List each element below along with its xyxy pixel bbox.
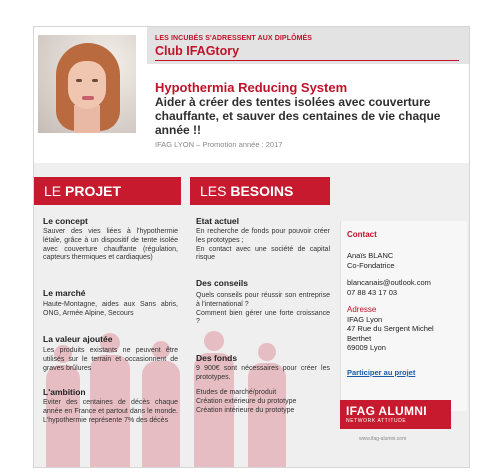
- club-title: Club IFAGtory: [155, 44, 240, 58]
- project-card: [33, 26, 470, 468]
- fonds-title: Des fonds: [196, 353, 238, 363]
- logo-tagline: NETWORK ATTITUDE: [346, 418, 407, 424]
- ambition-body: Eviter des centaines de décès chaque année en France et partout dans le monde. L'hypothermie représente 7% des décès: [43, 399, 178, 424]
- marche-title: Le marché: [43, 288, 86, 298]
- header-kicker: LES INCUBÉS S'ADRESSENT AUX DIPLÔMÉS: [155, 35, 313, 42]
- promotion-line: IFAG LYON – Promotion année : 2017: [155, 140, 283, 149]
- contact-role: Co-Fondatrice: [347, 261, 395, 270]
- contact-name: Anaïs BLANC: [347, 251, 394, 260]
- ifag-alumni-logo: [340, 400, 451, 429]
- valeur-body: Les produits existants ne peuvent être utilisés sur le terrain et occasionnent de graves brûlures: [43, 347, 178, 372]
- concept-title: Le concept: [43, 216, 88, 226]
- project-name: Hypothermia Reducing System: [155, 80, 348, 95]
- address-text: IFAG Lyon 47 Rue du Sergent Michel Berthet 69009 Lyon: [347, 315, 434, 353]
- contact-phone: 07 88 43 17 03: [347, 288, 398, 297]
- founder-photo: [38, 35, 136, 133]
- fonds-list: Etudes de marché/produit Création extérieure du prototype Création intérieure du prototype: [196, 389, 297, 414]
- project-tagline: Aider à créer des tentes isolées avec couverture chauffante, et sauver des centaines de vie chaque année !!: [155, 95, 441, 137]
- besoins-heading: LES BESOINS: [190, 177, 330, 205]
- marche-body: Haute-Montagne, aides aux Sans abris, ONG, Armée Alpine, Secours: [43, 301, 178, 317]
- header-divider: [155, 60, 459, 61]
- contact-email[interactable]: blancanais@outlook.com: [347, 278, 431, 287]
- logo-wordmark: IFAG ALUMNI: [346, 404, 427, 418]
- contact-title: Contact: [347, 230, 377, 239]
- projet-heading: LE PROJET: [34, 177, 181, 205]
- conseils-body: Quels conseils pour réussir son entreprise à l'international ? Comment bien gérer une forte croissance ?: [196, 292, 330, 326]
- participate-link[interactable]: Participer au projet: [347, 368, 416, 377]
- etat-body: En recherche de fonds pour pouvoir créer les prototypes ; En contact avec une société de capital risque: [196, 228, 330, 262]
- address-title: Adresse: [347, 305, 377, 314]
- concept-body: Sauver des vies liées à l'hypothermie létale, grâce à un dispositif de tente isolée avec couverture chauffante (régulation, capteurs thermiques et cardiaques): [43, 228, 178, 262]
- fonds-body: 9 900€ sont nécessaires pour créer les prototypes.: [196, 365, 330, 381]
- conseils-title: Des conseils: [196, 278, 248, 288]
- website-url[interactable]: www.ifag-alumni.com: [359, 436, 407, 442]
- etat-title: Etat actuel: [196, 216, 239, 226]
- ambition-title: L'ambition: [43, 387, 86, 397]
- valeur-title: La valeur ajoutée: [43, 334, 113, 344]
